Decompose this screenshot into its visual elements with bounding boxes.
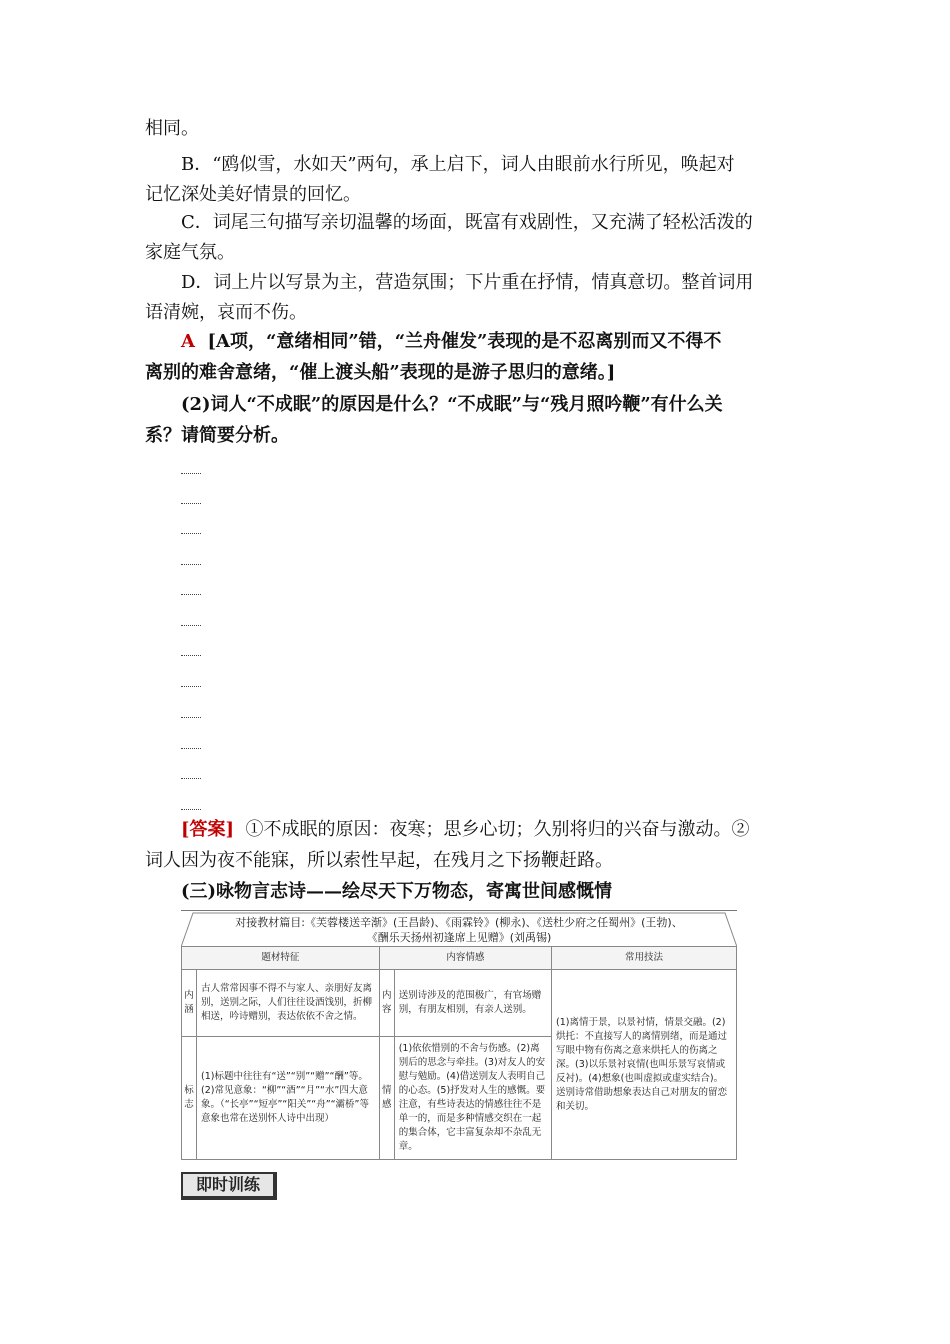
question-2-line-2: 系？请简要分析。 bbox=[145, 425, 289, 446]
blank-line[interactable] bbox=[181, 532, 201, 534]
answer-2-text: ①不成眠的原因：夜寒；思乡心切；久别将归的兴奋与激动。② bbox=[245, 819, 750, 840]
label-neirong: 内 容 bbox=[379, 970, 394, 1037]
blank-line[interactable] bbox=[181, 808, 201, 810]
technique-text: (1)离情于景，以景衬情，情景交融。(2)烘托：不直接写人的离情别绪，而是通过写眼中物有伤离之意来烘托人的伤离之深。(3)以乐景衬哀情(也叫乐景写哀情或反衬)。(4)想象(也叫虚拟或虚实结合)。送别诗常借助想象表达自己对朋友的留恋和关切。 bbox=[552, 970, 737, 1160]
blank-line[interactable] bbox=[181, 716, 201, 718]
neirong-text: 送别诗涉及的范围极广，有官场赠别，有朋友相别，有亲人送别。 bbox=[394, 970, 551, 1037]
option-d-line-2: 语清婉，哀而不伤。 bbox=[145, 302, 307, 323]
answer-1-line-2: 离别的难舍意绪，“催上渡头船”表现的是游子思归的意绪。] bbox=[145, 362, 616, 383]
option-c-line-2: 家庭气氛。 bbox=[145, 242, 235, 263]
option-b-line-2: 记忆深处美好情景的回忆。 bbox=[145, 184, 361, 205]
answer-2-line-1 bbox=[181, 815, 810, 845]
blank-line[interactable] bbox=[181, 472, 201, 474]
answer-label: [答案] bbox=[181, 819, 235, 840]
blank-line[interactable] bbox=[181, 502, 201, 504]
answer-1-line-1 bbox=[181, 327, 810, 357]
blank-line[interactable] bbox=[181, 654, 201, 656]
text-line: 相同。 bbox=[145, 118, 199, 139]
question-2-line-1: (2)词人“不成眠”的原因是什么？“不成眠”与“残月照吟鞭”有什么关 bbox=[181, 394, 723, 415]
table-banner bbox=[181, 910, 737, 947]
header-topic: 题材特征 bbox=[182, 947, 380, 970]
biaozhi-text: (1)标题中往往有“送”“别”“赠”“酬”等。(2)常见意象：“柳”“酒”“月”“水”四大意象。（“长亭”“短亭”“阳关”“舟”“灞桥”等意象也常在送别怀人诗中出现） bbox=[197, 1037, 380, 1160]
option-c-line-1: C．词尾三句描写亲切温馨的场面，既富有戏剧性，又充满了轻松活泼的 bbox=[181, 212, 753, 233]
blank-line[interactable] bbox=[181, 563, 201, 565]
neihan-text: 古人常常因事不得不与家人、亲朋好友离别，送别之际，人们往往设酒饯别，折柳相送，吟诗赠别，表达依依不舍之情。 bbox=[197, 970, 380, 1037]
header-technique: 常用技法 bbox=[552, 947, 737, 970]
blank-line[interactable] bbox=[181, 747, 201, 749]
banner-line-2: 《酬乐天扬州初逢席上见赠》(刘禹锡) bbox=[366, 931, 552, 944]
header-content: 内容情感 bbox=[379, 947, 551, 970]
table-row bbox=[182, 970, 737, 1037]
section-title: (三)咏物言志诗——绘尽天下万物态，寄寓世间感慨情 bbox=[181, 881, 613, 902]
label-neihan: 内 涵 bbox=[182, 970, 197, 1037]
blank-line[interactable] bbox=[181, 777, 201, 779]
qinggan-text: (1)依依惜别的不舍与伤感。(2)离别后的思念与牵挂。(3)对友人的安慰与勉励。(4)借送别友人表明自己的心态。(5)抒发对人生的感慨。要注意，有些诗表达的情感往往不是单一的，而是多种情感交织在一起的集合体，它丰富复杂却不杂乱无章。 bbox=[394, 1037, 551, 1160]
blank-line[interactable] bbox=[181, 593, 201, 595]
label-qinggan: 情 感 bbox=[379, 1037, 394, 1160]
blank-line[interactable] bbox=[181, 624, 201, 626]
table-header-row bbox=[182, 947, 737, 970]
banner-line-1: 对接教材篇目:《芙蓉楼送辛渐》(王昌龄)、《雨霖铃》(柳永)、《送杜少府之任蜀州》(王勃)、 bbox=[235, 916, 683, 929]
summary-table bbox=[181, 946, 737, 1160]
practice-section-tag: 即时训练 bbox=[181, 1172, 277, 1200]
answer-1-text: [A项，“意绪相同”错，“兰舟催发”表现的是不忍离别而又不得不 bbox=[207, 331, 722, 352]
answer-letter: A bbox=[181, 331, 195, 352]
summary-table-block bbox=[181, 910, 737, 1163]
label-biaozhi: 标 志 bbox=[182, 1037, 197, 1160]
blank-line[interactable] bbox=[181, 685, 201, 687]
option-b-line-1: B．“鸥似雪，水如天”两句，承上启下，词人由眼前水行所见，唤起对 bbox=[181, 154, 735, 175]
banner-text bbox=[181, 911, 737, 945]
answer-2-line-2: 词人因为夜不能寐，所以索性早起，在残月之下扬鞭赶路。 bbox=[145, 850, 613, 871]
option-d-line-1: D．词上片以写景为主，营造氛围；下片重在抒情，情真意切。整首词用 bbox=[181, 272, 754, 293]
